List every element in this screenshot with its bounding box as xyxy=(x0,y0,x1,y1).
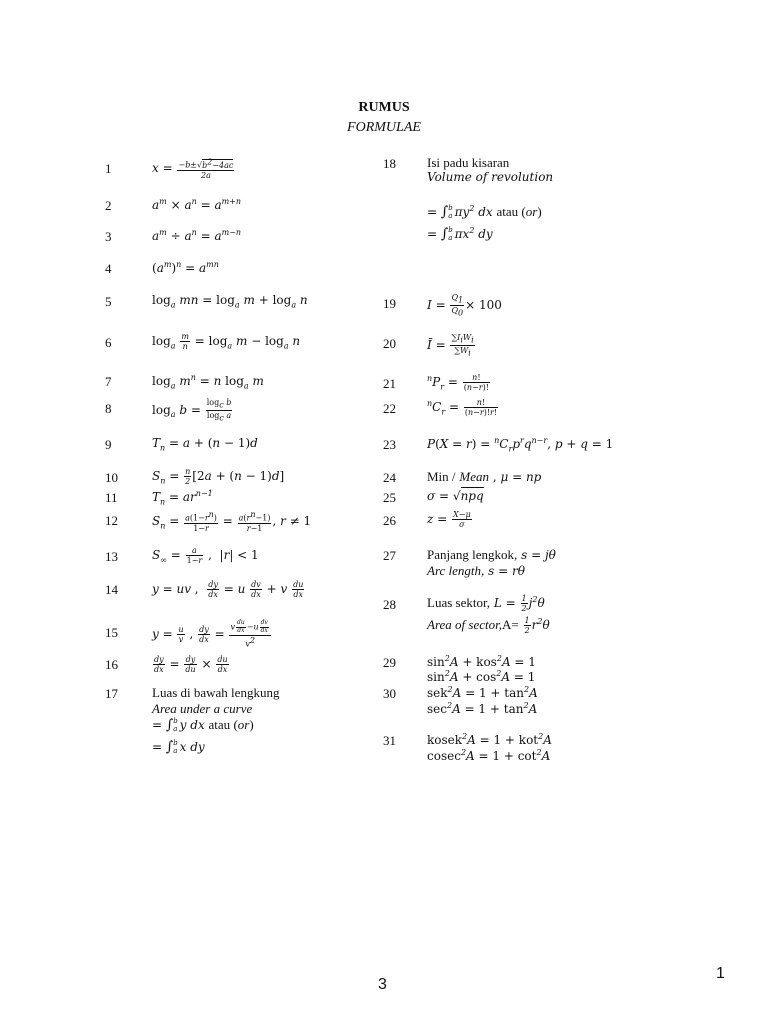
formula-identity-kosek: kosek$^2$A = 1 + kot$^2$A xyxy=(427,732,552,747)
atau-label: atau xyxy=(208,717,231,733)
formula-number-1: 1 xyxy=(105,161,112,176)
formula-number-21: 21 xyxy=(383,376,396,391)
formula-gp-term: $T_n = ar^{n-1}$ xyxy=(152,489,213,507)
formula-number-9: 9 xyxy=(105,437,112,452)
formula-identity-cosec: $cosec^2A = 1 + \cot^2A$ xyxy=(427,748,551,763)
formula-identity-sec: $\sec^2A = 1 + \tan^2A$ xyxy=(427,701,538,716)
formula-gp-sum: $S_n$ = $\frac{a(1-r^n)}{1-r}$ = $\frac{a(r^n-1)}{r-1}$ , r ≠ 1 xyxy=(152,510,312,533)
formula-number-30: 30 xyxy=(383,686,396,701)
formula-number-11: 11 xyxy=(105,490,118,505)
formula-number-29: 29 xyxy=(383,655,396,670)
formula-number-27: 27 xyxy=(383,548,396,563)
formula-number-15: 15 xyxy=(105,625,118,640)
formula-std-dev: σ = √npq xyxy=(427,489,484,503)
formula-number-22: 22 xyxy=(383,401,396,416)
page-subtitle: FORMULAE xyxy=(347,120,421,135)
formula-log-change-base: $\log_a b$ = $\frac{\log_c b}{\log_c a}$ xyxy=(152,398,232,423)
formula-ap-sum: $S_n$ = $\frac{n}{2}$ [2a + (n − 1)d] xyxy=(152,467,285,487)
formula-index-power: $(a^m)^n = a^{mn}$ xyxy=(152,260,219,275)
item-18-label-ms: Isi padu kisaran xyxy=(427,155,510,170)
formula-number-13: 13 xyxy=(105,549,118,564)
formula-number-8: 8 xyxy=(105,401,112,416)
item-24-label-ms: Min / xyxy=(427,469,456,484)
formula-number-10: 10 xyxy=(105,470,118,485)
formula-number-18: 18 xyxy=(383,156,396,171)
formula-number-7: 7 xyxy=(105,374,112,389)
formula-number-20: 20 xyxy=(383,336,396,351)
or-label: or xyxy=(237,717,250,733)
formula-sector-area-en: Area of sector,A= $\frac{1}{2}$ $r^2\theta$ xyxy=(427,616,550,636)
formula-arc-length-ms: Panjang lengkok, s = jθ xyxy=(427,547,556,562)
formula-number-24: 24 xyxy=(383,470,396,485)
item-27-label-ms: Panjang lengkok, xyxy=(427,547,518,562)
formula-volume-y: = ∫ b a $\pi x^2$ dy xyxy=(427,226,493,243)
page-number: 3 xyxy=(378,976,387,993)
formula-number-5: 5 xyxy=(105,294,112,309)
item-17-label-en: Area under a curve xyxy=(152,701,253,716)
formula-number-25: 25 xyxy=(383,490,396,505)
formula-number-17: 17 xyxy=(105,686,118,701)
formula-identity-sek: $sek^2A = 1 + \tan^2A$ xyxy=(427,685,538,700)
formula-number-4: 4 xyxy=(105,261,112,276)
formula-mean: Min / Mean , μ = np xyxy=(427,469,542,484)
formula-number-23: 23 xyxy=(383,437,396,452)
item-17-label-ms: Luas di bawah lengkung xyxy=(152,685,280,700)
item-24-label-en: Mean xyxy=(459,469,489,484)
formula-number-6: 6 xyxy=(105,335,112,350)
or-label: or xyxy=(525,204,538,220)
formula-quadratic: x = $\frac{-b\pm√b^2-4ac}{2a}$ xyxy=(152,157,234,180)
formula-index-multiply: $a^m \times a^n = a^{m+n}$ xyxy=(152,197,242,212)
atau-label: atau xyxy=(496,204,519,220)
formula-composite-index: Ī = $\sum I_iW_i$ $\sum W_i$ xyxy=(427,333,474,358)
formula-permutation: $^nP_r$ = $\frac{n!}{(n-r)!}$ xyxy=(427,373,489,393)
formula-identity-sin-kos: $\sin^2A + kos^2A = 1$ xyxy=(427,654,536,669)
formula-number-28: 28 xyxy=(383,597,396,612)
item-18-label-en: Volume of revolution xyxy=(427,170,554,184)
item-27-label-en: Arc length, xyxy=(427,563,485,578)
formula-number-26: 26 xyxy=(383,513,396,528)
formula-area-under-curve-x: = ∫ b a y dx atau (or) xyxy=(152,717,254,734)
formula-combination: $^nC_r$ = $\frac{n!}{(n-r)!r!}$ xyxy=(427,398,498,418)
formula-number-31: 31 xyxy=(383,733,396,748)
formula-quotient-rule: y = $\frac{u}{v}$ , $\frac{dy}{dx}$ = v $\frac{du}{dx}$ −u $\frac{dv}{dx}$ $v^2$ xyxy=(152,620,272,649)
formula-z-score: z = $\frac{X-\mu}{\sigma}$ xyxy=(427,510,471,530)
formula-number-3: 3 xyxy=(105,229,112,244)
formula-number-2: 2 xyxy=(105,198,112,213)
page-title: RUMUS xyxy=(358,100,410,115)
formula-gp-infinity: $S_\infty$ = $\frac{a}{1-r}$ , |r| < 1 xyxy=(152,546,259,566)
formula-volume-x: = ∫ b a $\pi y^2$ dx atau (or) xyxy=(427,204,542,221)
slide-number: 1 xyxy=(716,965,725,982)
formula-number-16: 16 xyxy=(105,657,118,672)
formula-product-rule: y = uv , $\frac{dy}{dx}$ = u $\frac{dv}{dx}$ + v $\frac{du}{dx}$ xyxy=(152,580,304,600)
item-28-label-en: Area of sector, xyxy=(427,617,502,633)
formula-chain-rule: $\frac{dy}{dx}$ = $\frac{dy}{du}$ × $\frac{du}{dx}$ xyxy=(154,655,228,675)
formula-index-divide: $a^m \div a^n = a^{m-n}$ xyxy=(152,228,242,243)
formula-log-product: $\log_a$ mn = $\log_a m + \log_a n$ xyxy=(152,293,308,310)
formula-binomial: $P(X = r) = ^nC_rp^rq^{n-r}$, p + q = 1 xyxy=(427,436,614,454)
item-28-label-ms: Luas sektor, xyxy=(427,595,491,611)
formula-log-power: $\log_a m^n = n$ $\log_a m$ xyxy=(152,373,264,391)
formula-arc-length-en: Arc length, s = rθ xyxy=(427,563,525,578)
formula-log-quotient: $\log_a$ $\frac{m}{n}$ = $\log_a m - \log_a n$ xyxy=(152,332,301,352)
formula-number-19: 19 xyxy=(383,296,396,311)
formula-index-number: I = $\frac{Q_1}{Q_0}$ × 100 xyxy=(427,293,502,318)
formula-area-under-curve-y: = ∫ b a x dy xyxy=(152,739,205,756)
formula-number-12: 12 xyxy=(105,513,118,528)
formula-sector-area-ms: Luas sektor, L = $\frac{1}{2}$ $j^2\theta$ xyxy=(427,594,545,614)
formula-number-14: 14 xyxy=(105,582,118,597)
formula-ap-term: $T_n = a + (n - 1)d$ xyxy=(152,436,258,453)
formula-identity-sin-cos: $\sin^2A + \cos^2A = 1$ xyxy=(427,669,536,684)
